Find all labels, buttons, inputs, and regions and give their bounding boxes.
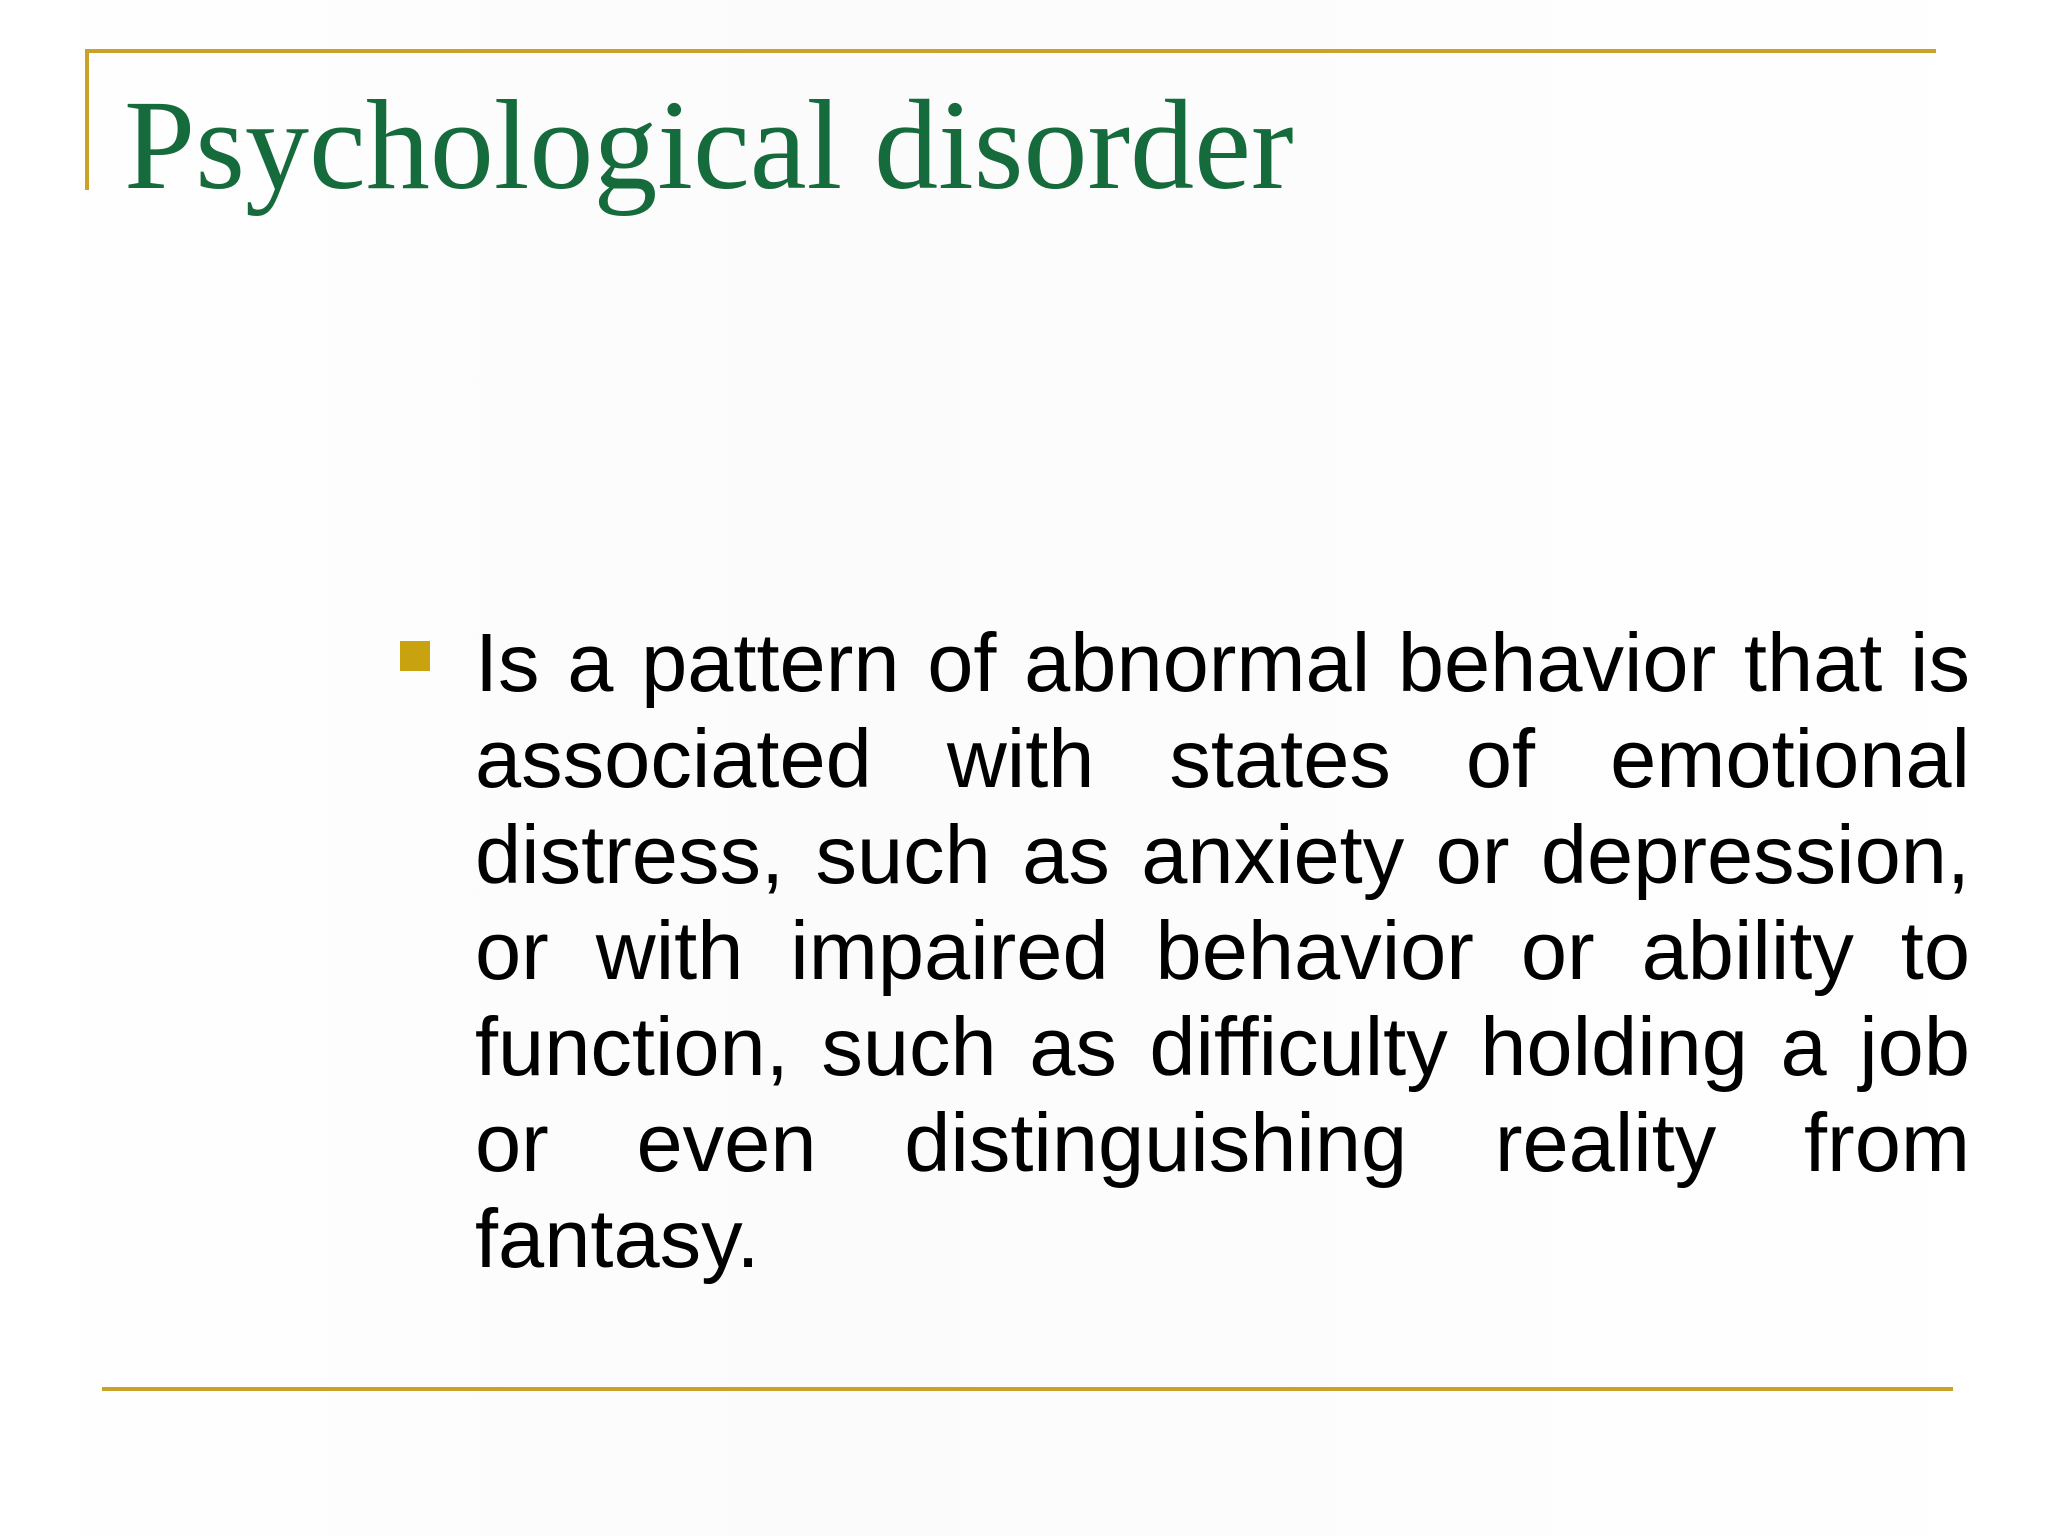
bullet-item xyxy=(400,615,1970,1287)
bullet-text: Is a pattern of abnormal behavior that is associated with states of emotional distress, such as anxiety or depression, or with impaired behavior or ability to function, such as difficulty holding a job or even distinguishing reality from fantasy. xyxy=(475,616,1970,1285)
bottom-divider-line xyxy=(102,1387,1953,1391)
square-bullet-icon xyxy=(400,641,430,671)
top-divider-line xyxy=(85,49,1936,53)
bullet-list xyxy=(400,615,1970,1287)
left-accent-line xyxy=(85,49,89,190)
slide-title: Psychological disorder xyxy=(124,74,1294,216)
